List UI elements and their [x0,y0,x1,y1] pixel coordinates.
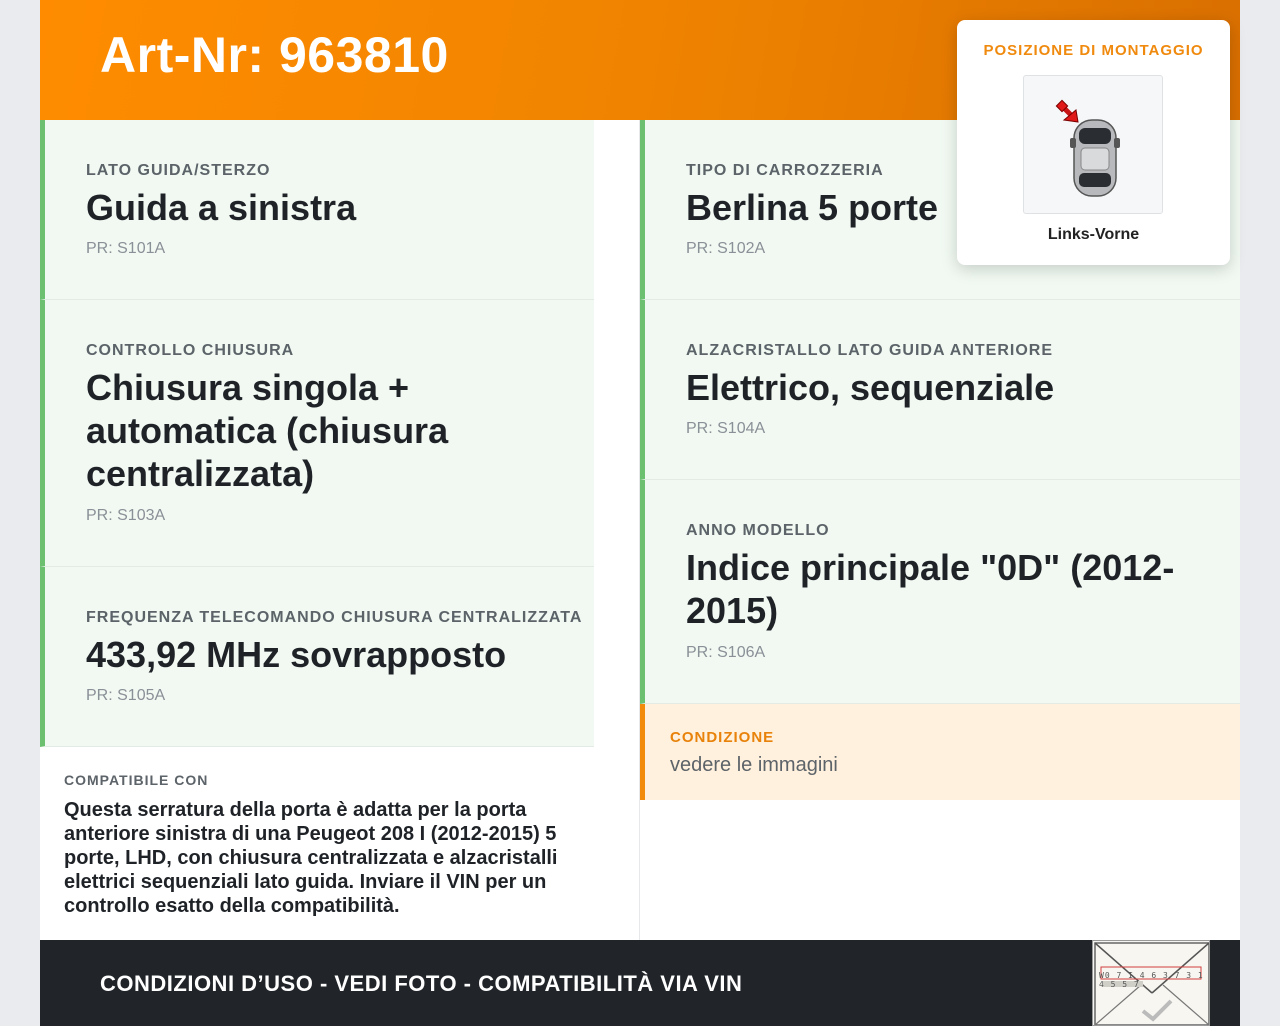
spec-value: Chiusura singola + automatica (chiusura centralizzata) [86,367,449,494]
spec-value: Berlina 5 porte [686,187,939,228]
spec-label: LATO GUIDA/STERZO [86,162,271,179]
spec-value: Elettrico, sequenziale [686,367,1055,408]
car-top-view-icon [1024,76,1162,213]
spec-pr-code: PR: S104A [686,420,766,437]
spec-pr-code: PR: S101A [86,240,166,257]
spec-value: 433,92 MHz sovrapposto [86,634,507,675]
spec-value: Guida a sinistra [86,187,357,228]
spec-label: CONTROLLO CHIUSURA [86,342,295,359]
compatibility-text: Questa serratura della porta è adatta per la porta anteriore sinistra di una Peugeot 208 I (2012-2015) 5 porte, LHD, con chiusura centralizzata e alzacristalli elettrici sequenziali lato guida. Inviare il VIN per un controllo esatto della compatibilità. [64,799,558,917]
footer-bar [40,940,1240,1026]
compatibility-section [64,772,584,918]
mounting-position-card [957,20,1230,265]
compatibility-label: COMPATIBILE CON [64,772,209,788]
spec-remote-frequency [40,567,594,747]
spec-model-year [640,480,1240,704]
stamp-text: W0 7 I 4 6 3 7 3 1 4 5 5 7 [1099,971,1204,989]
condition-label: CONDIZIONE [670,729,775,746]
spec-pr-code: PR: S102A [686,240,766,257]
spec-label: ALZACRISTALLO LATO GUIDA ANTERIORE [686,342,1054,359]
spec-pr-code: PR: S103A [86,507,166,524]
car-position-image [1023,75,1163,214]
mounting-position-value: Links-Vorne [1047,226,1140,243]
mounting-label: POSIZIONE DI MONTAGGIO [983,42,1204,59]
spec-pr-code: PR: S105A [86,687,166,704]
spec-lock-control [40,300,594,567]
spec-window-regulator [640,300,1240,480]
spec-label: ANNO MODELLO [686,522,830,539]
footer-text: CONDIZIONI D’USO - VEDI FOTO - COMPATIBILITÀ VIA VIN [100,971,743,996]
spec-value: Indice principale "0D" (2012-2015) [686,547,1175,631]
spec-steering-side [40,120,594,300]
stamp-image [1092,940,1210,1026]
spec-pr-code: PR: S106A [686,644,766,661]
spec-label: TIPO DI CARROZZERIA [686,162,884,179]
condition-box [640,704,1240,800]
condition-value: vedere le immagini [670,754,838,776]
spec-label: FREQUENZA TELECOMANDO CHIUSURA CENTRALIZZATA [86,609,583,626]
article-number-title: Art-Nr: 963810 [100,27,449,83]
